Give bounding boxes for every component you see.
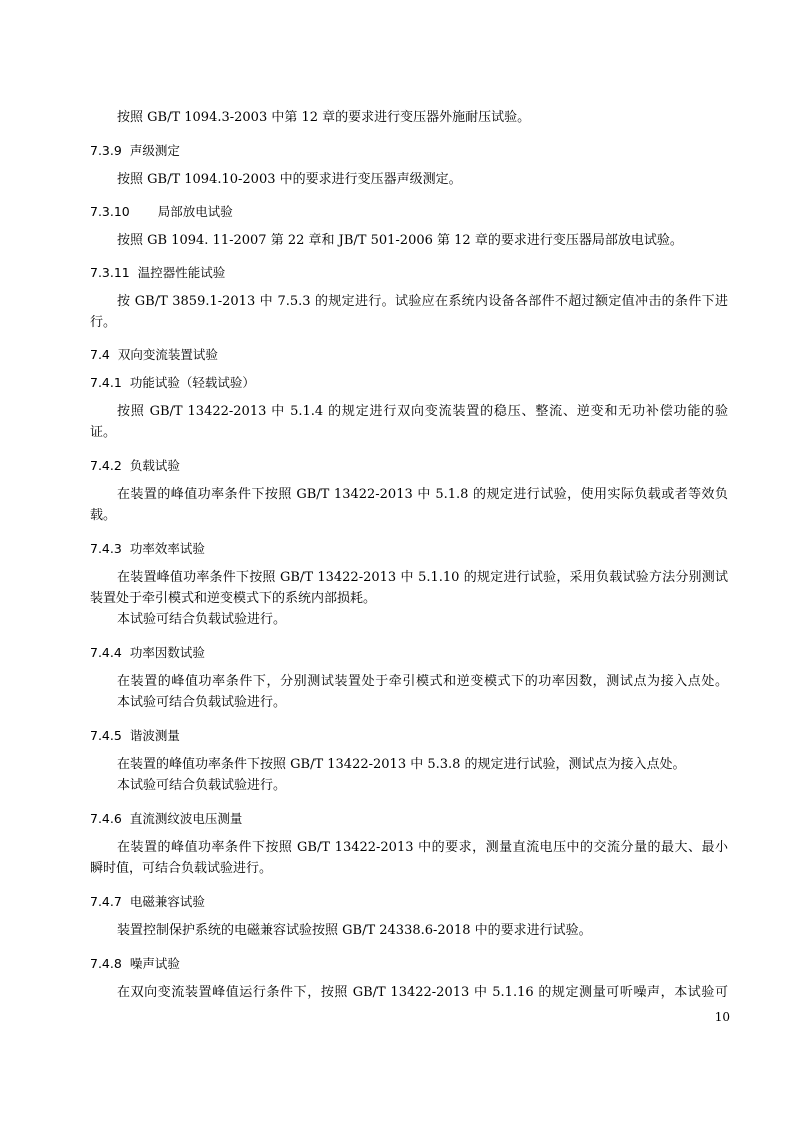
section-heading-7-4-4 bbox=[90, 644, 205, 662]
section-title: 声级测定 bbox=[129, 143, 180, 158]
section-title: 双向变流装置试验 bbox=[117, 347, 218, 362]
section-heading-7-4-2 bbox=[90, 457, 180, 475]
paragraph-line: 本试验可结合负载试验进行。 bbox=[117, 612, 287, 627]
section-number: 7.4.6 bbox=[90, 811, 122, 826]
section-number: 7.4.8 bbox=[90, 956, 122, 971]
section-heading-7-4-6 bbox=[90, 810, 242, 828]
section-title: 温控器性能试验 bbox=[137, 265, 226, 280]
section-number: 7.4.1 bbox=[90, 375, 122, 390]
paragraph-line: 行。 bbox=[90, 315, 117, 330]
section-number: 7.4.7 bbox=[90, 894, 122, 909]
section-title: 直流测纹波电压测量 bbox=[129, 811, 243, 826]
section-number: 7.4.5 bbox=[90, 728, 122, 743]
paragraph-line: 本试验可结合负载试验进行。 bbox=[117, 695, 287, 710]
paragraph-line: 在装置的峰值功率条件下按照 GB/T 13422-2013 中的要求，测量直流电压中的交流分量的最大、最小 bbox=[117, 840, 728, 855]
section-title: 功能试验（轻载试验） bbox=[129, 375, 255, 390]
section-title: 谐波测量 bbox=[129, 728, 180, 743]
paragraph-line: 按照 GB/T 13422-2013 中 5.1.4 的规定进行双向变流装置的稳压、整流、逆变和无功补偿功能的验 bbox=[117, 404, 728, 419]
paragraph-line: 按照 GB/T 1094.10-2003 中的要求进行变压器声级测定。 bbox=[117, 172, 462, 187]
section-heading-7-3-9 bbox=[90, 142, 180, 160]
paragraph-line: 按照 GB/T 1094.3-2003 中第 12 章的要求进行变压器外施耐压试验。 bbox=[117, 110, 531, 125]
section-number: 7.4 bbox=[90, 347, 110, 362]
paragraph-line: 证。 bbox=[90, 425, 117, 440]
section-title: 功率因数试验 bbox=[129, 645, 205, 660]
paragraph-line: 在装置的峰值功率条件下按照 GB/T 13422-2013 中 5.1.8 的规定进行试验，使用实际负载或者等效负 bbox=[117, 487, 728, 502]
section-heading-7-3-11 bbox=[90, 264, 225, 282]
section-number: 7.4.3 bbox=[90, 541, 122, 556]
section-title: 负载试验 bbox=[129, 458, 180, 473]
section-title: 噪声试验 bbox=[129, 956, 180, 971]
section-heading-7-4-7 bbox=[90, 893, 205, 911]
section-heading-7-4-8 bbox=[90, 955, 180, 973]
section-heading-7-4-1 bbox=[90, 374, 255, 392]
section-number: 7.4.2 bbox=[90, 458, 122, 473]
section-heading-7-4-3 bbox=[90, 540, 205, 558]
paragraph-line: 在装置的峰值功率条件下按照 GB/T 13422-2013 中 5.3.8 的规定进行试验，测试点为接入点处。 bbox=[117, 757, 686, 772]
section-heading-7-4-5 bbox=[90, 727, 180, 745]
page-number: 10 bbox=[714, 1010, 730, 1024]
paragraph-line: 在双向变流装置峰值运行条件下，按照 GB/T 13422-2013 中 5.1.16 的规定测量可听噪声，本试验可 bbox=[117, 985, 728, 1000]
section-number: 7.4.4 bbox=[90, 645, 122, 660]
paragraph-line: 载。 bbox=[90, 508, 117, 523]
section-title: 功率效率试验 bbox=[129, 541, 205, 556]
section-title: 局部放电试验 bbox=[157, 204, 233, 219]
paragraph-line: 按照 GB 1094. 11-2007 第 22 章和 JB/T 501-2006 第 12 章的要求进行变压器局部放电试验。 bbox=[117, 233, 683, 248]
paragraph-line: 按 GB/T 3859.1-2013 中 7.5.3 的规定进行。试验应在系统内设备各部件不超过额定值冲击的条件下进 bbox=[117, 294, 728, 309]
section-number: 7.3.11 bbox=[90, 265, 130, 280]
paragraph-line: 装置控制保护系统的电磁兼容试验按照 GB/T 24338.6-2018 中的要求进行试验。 bbox=[117, 923, 592, 938]
paragraph-line: 瞬时值，可结合负载试验进行。 bbox=[90, 861, 273, 876]
section-number: 7.3.9 bbox=[90, 143, 122, 158]
section-heading-7-3-10 bbox=[90, 203, 233, 221]
section-heading-7-4 bbox=[90, 346, 218, 364]
paragraph-line: 本试验可结合负载试验进行。 bbox=[117, 778, 287, 793]
section-number: 7.3.10 bbox=[90, 204, 130, 219]
paragraph-line: 在装置的峰值功率条件下，分别测试装置处于牵引模式和逆变模式下的功率因数，测试点为接入点处。 bbox=[117, 674, 728, 689]
paragraph-line: 装置处于牵引模式和逆变模式下的系统内部损耗。 bbox=[90, 591, 377, 606]
section-title: 电磁兼容试验 bbox=[129, 894, 205, 909]
paragraph-line: 在装置峰值功率条件下按照 GB/T 13422-2013 中 5.1.10 的规定进行试验，采用负载试验方法分别测试 bbox=[117, 570, 728, 585]
